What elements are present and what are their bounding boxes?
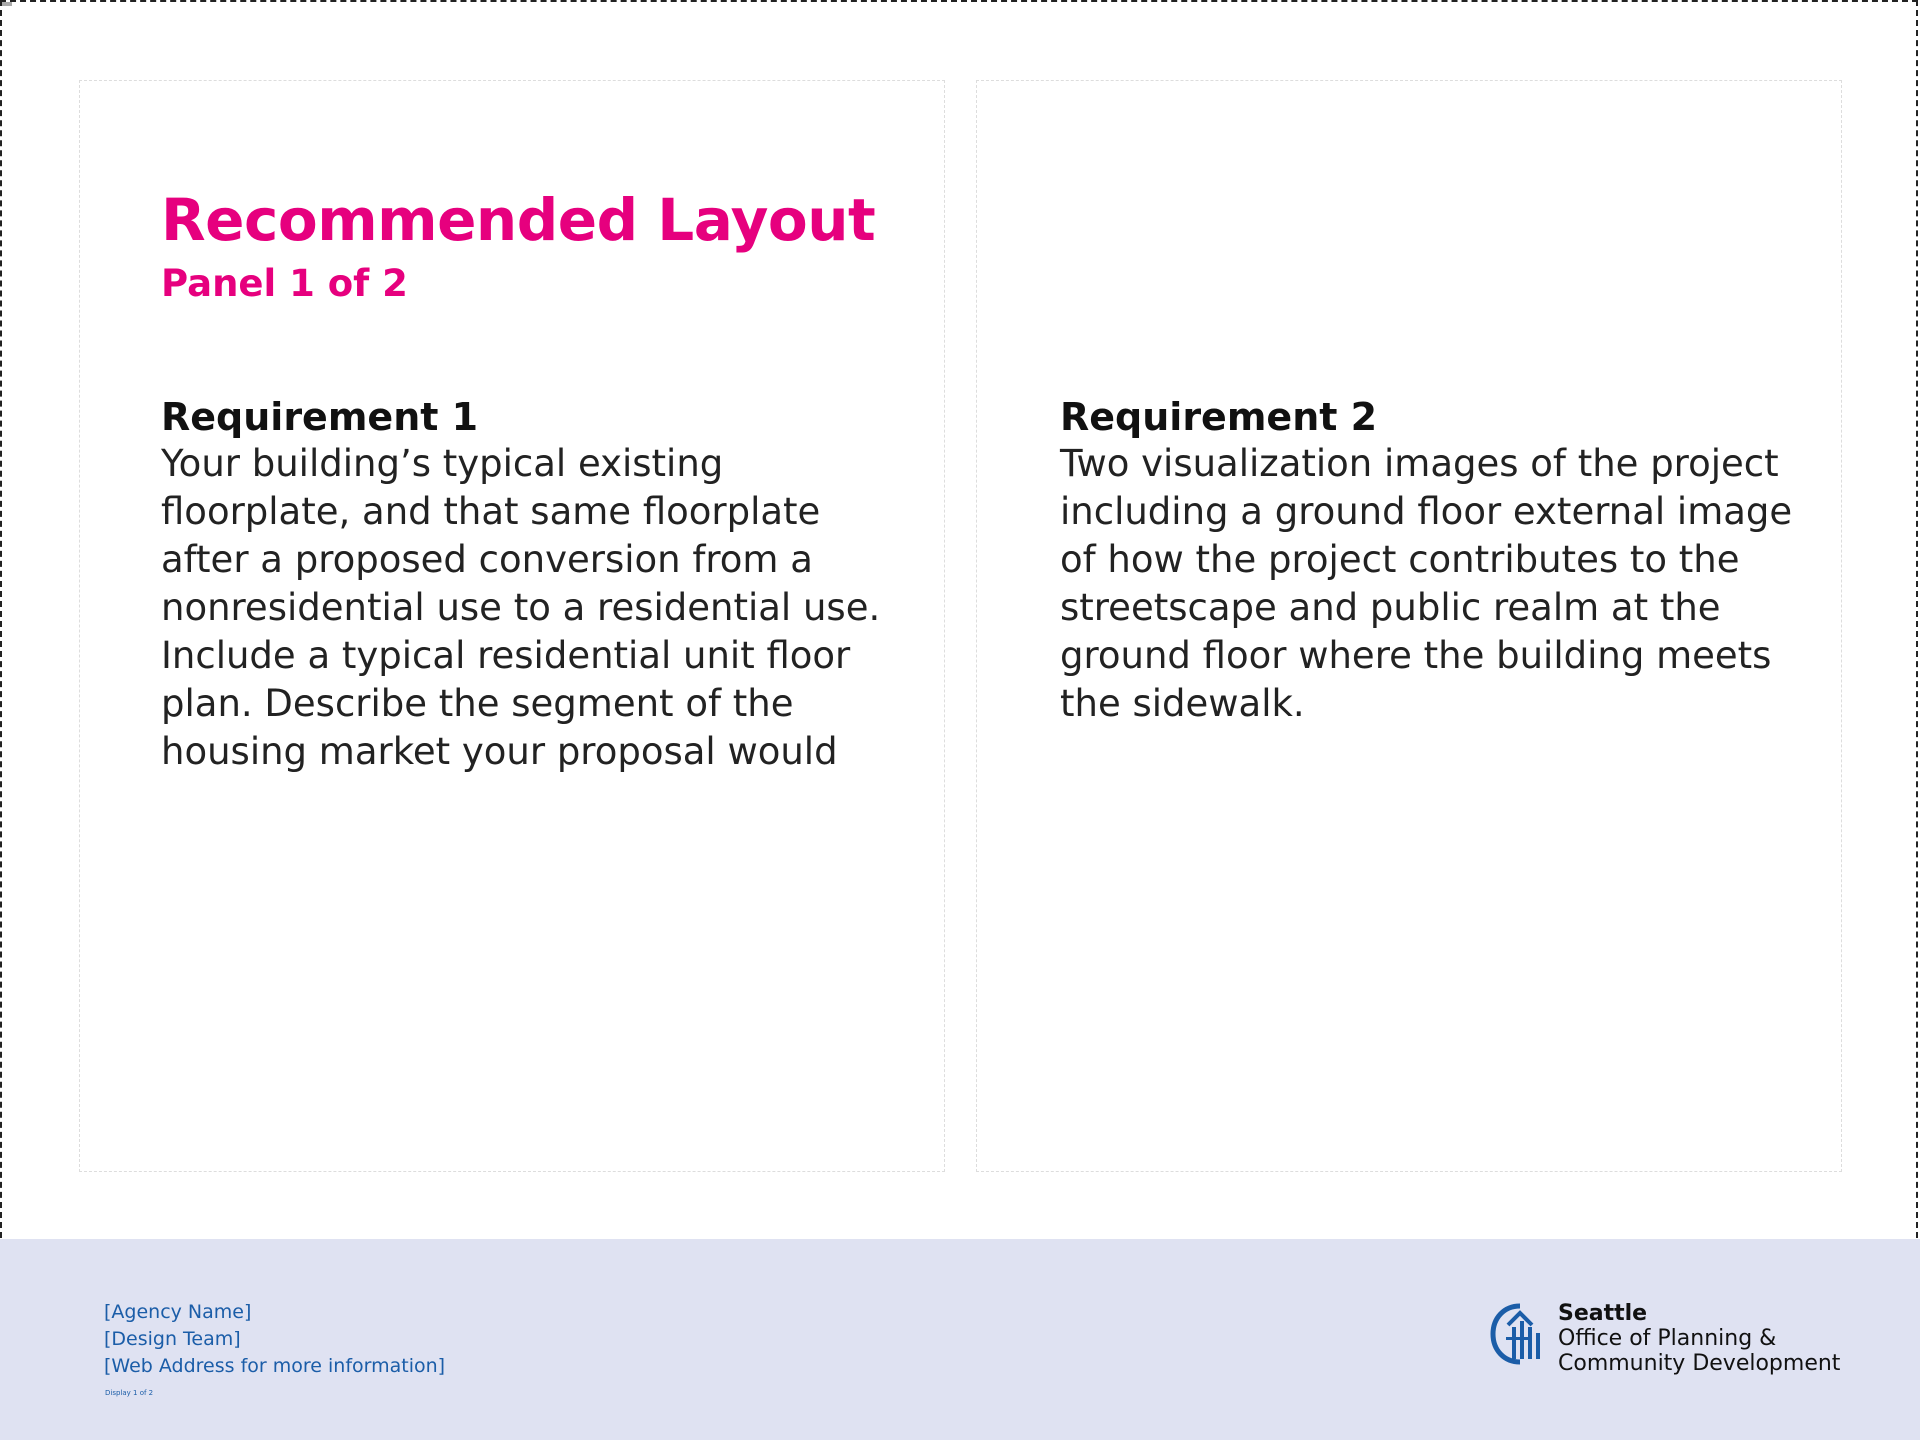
- corner-mark: [2, 2, 12, 6]
- requirement-2-heading: Requirement 2: [1060, 395, 1378, 439]
- logo-line-seattle: Seattle: [1558, 1301, 1648, 1326]
- agency-name: [Agency Name]: [104, 1301, 252, 1323]
- requirement-2: [1060, 394, 1800, 728]
- requirement-2-body: Two visualization images of the project including a ground floor external image of how the project contributes to the streetscape and public realm at the ground floor where the building meets the sidewalk.: [1060, 442, 1793, 725]
- page-subtitle: Panel 1 of 2: [161, 262, 408, 305]
- design-team: [Design Team]: [104, 1328, 241, 1350]
- seattle-opcd-logo: [1490, 1301, 1840, 1376]
- seattle-logo-icon: [1490, 1303, 1550, 1365]
- footer-credits: [104, 1299, 445, 1380]
- display-note: Display 1 of 2: [105, 1389, 154, 1397]
- requirement-1: [161, 394, 901, 776]
- logo-line-community: Community Development: [1558, 1351, 1841, 1376]
- requirement-1-heading: Requirement 1: [161, 395, 479, 439]
- footer: [0, 1239, 1920, 1440]
- logo-line-office: Office of Planning &: [1558, 1326, 1777, 1351]
- requirement-1-body: Your building’s typical existing floorplate, and that same floorplate after a proposed conversion from a nonresidential use to a residential use. Include a typical residential unit floor plan. Describe the segment of the housing market your proposal would: [161, 442, 881, 773]
- web-address: [Web Address for more information]: [104, 1355, 446, 1377]
- page-title: Recommended Layout: [161, 186, 876, 254]
